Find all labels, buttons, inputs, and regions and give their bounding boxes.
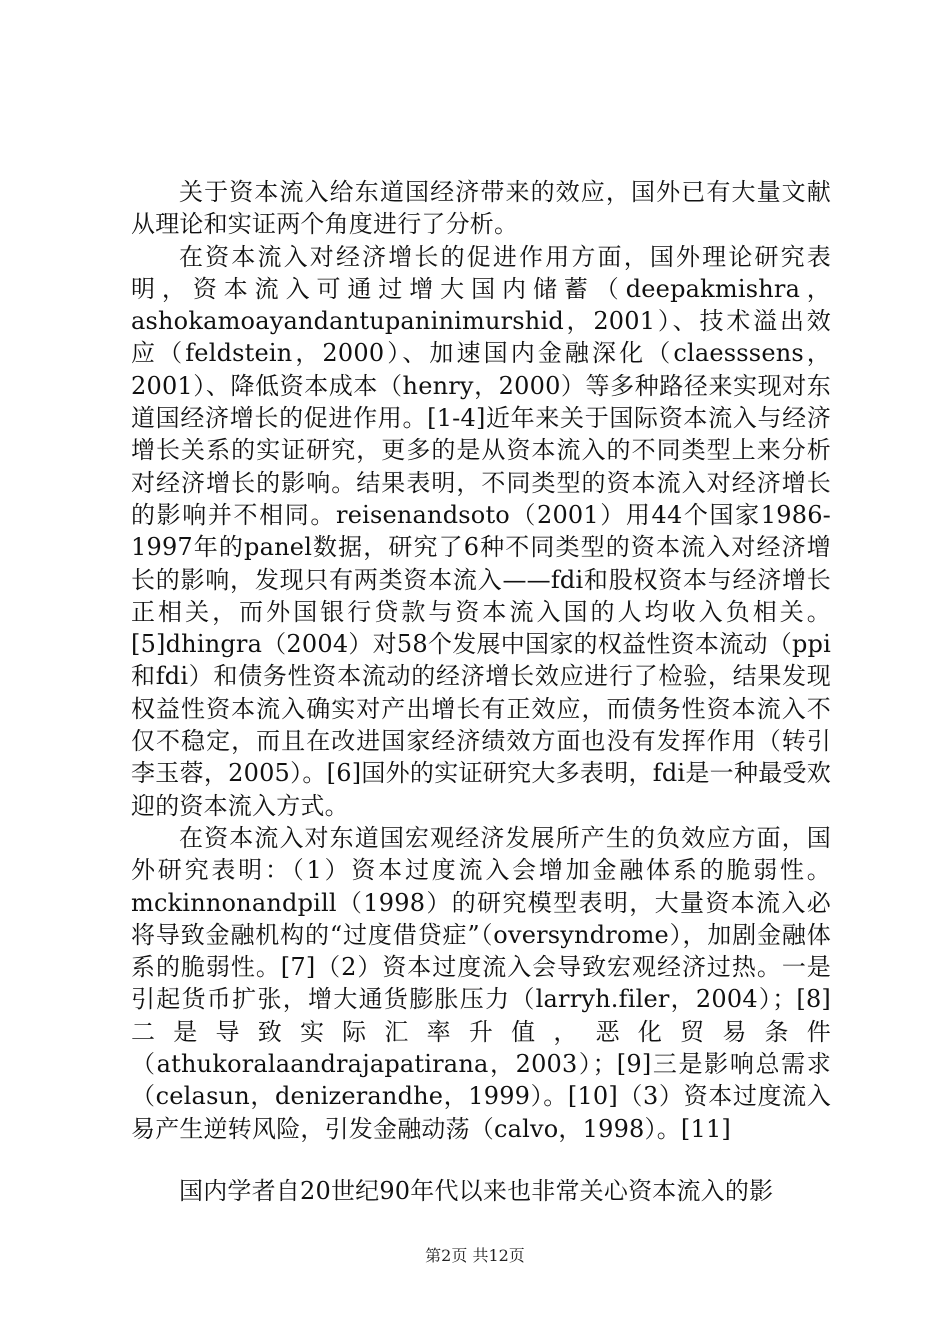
paragraph-domestic-scholars: 国内学者自20世纪90年代以来也非常关心资本流入的影 [179, 1176, 774, 1205]
document-body [131, 176, 831, 1207]
page-number-footer: 第2页 共12页 [425, 1246, 525, 1265]
paragraph-intro: 关于资本流入给东道国经济带来的效应，国外已有大量文献从理论和实证两个角度进行了分析。 [131, 178, 831, 239]
paragraph-growth-effects: 在资本流入对经济增长的促进作用方面，国外理论研究表明，资本流入可通过增大国内储蓄（deepakmishra，ashokamoayandantupaninimurshid，2001）、技术溢出效应（feldstein，2000）、加速国内金融深化（claesssens，2001）、降低资本成本（henry，2000）等多种路径来实现对东道国经济增长的促进作用。[1-4]近年来关于国际资本流入与经济增长关系的实证研究，更多的是从资本流入的不同类型上来分析对经济增长的影响。结果表明，不同类型的资本流入对经济增长的影响并不相同。reisenandsoto（2001）用44个国家1986-1997年的panel数据，研究了6种不同类型的资本流入对经济增长的影响，发现只有两类资本流入——fdi和股权资本与经济增长正相关，而外国银行贷款与资本流入国的人均收入负相关。[5]dhingra（2004）对58个发展中国家的权益性资本流动（ppi和fdi）和债务性资本流动的经济增长效应进行了检验，结果发现权益性资本流入确实对产出增长有正效应，而债务性资本流入不仅不稳定，而且在改进国家经济绩效方面也没有发挥作用（转引李玉蓉，2005）。[6]国外的实证研究大多表明，fdi是一种最受欢迎的资本流入方式。 [131, 242, 831, 820]
paragraph-negative-effects: 在资本流入对东道国宏观经济发展所产生的负效应方面，国外研究表明：（1）资本过度流入会增加金融体系的脆弱性。mckinnonandpill（1998）的研究模型表明，大量资本流入必将导致金融机构的“过度借贷症”（oversyndrome），加剧金融体系的脆弱性。[7]（2）资本过度流入会导致宏观经济过热。一是引起货币扩张，增大通货膨胀压力（larryh.filer，2004）；[8]二是导致实际汇率升值，恶化贸易条件（athukoralaandrajapatirana，2003）；[9]三是影响总需求（celasun，denizerandhe，1999）。[10]（3）资本过度流入易产生逆转风险，引发金融动荡（calvo，1998）。[11] [131, 823, 831, 1143]
